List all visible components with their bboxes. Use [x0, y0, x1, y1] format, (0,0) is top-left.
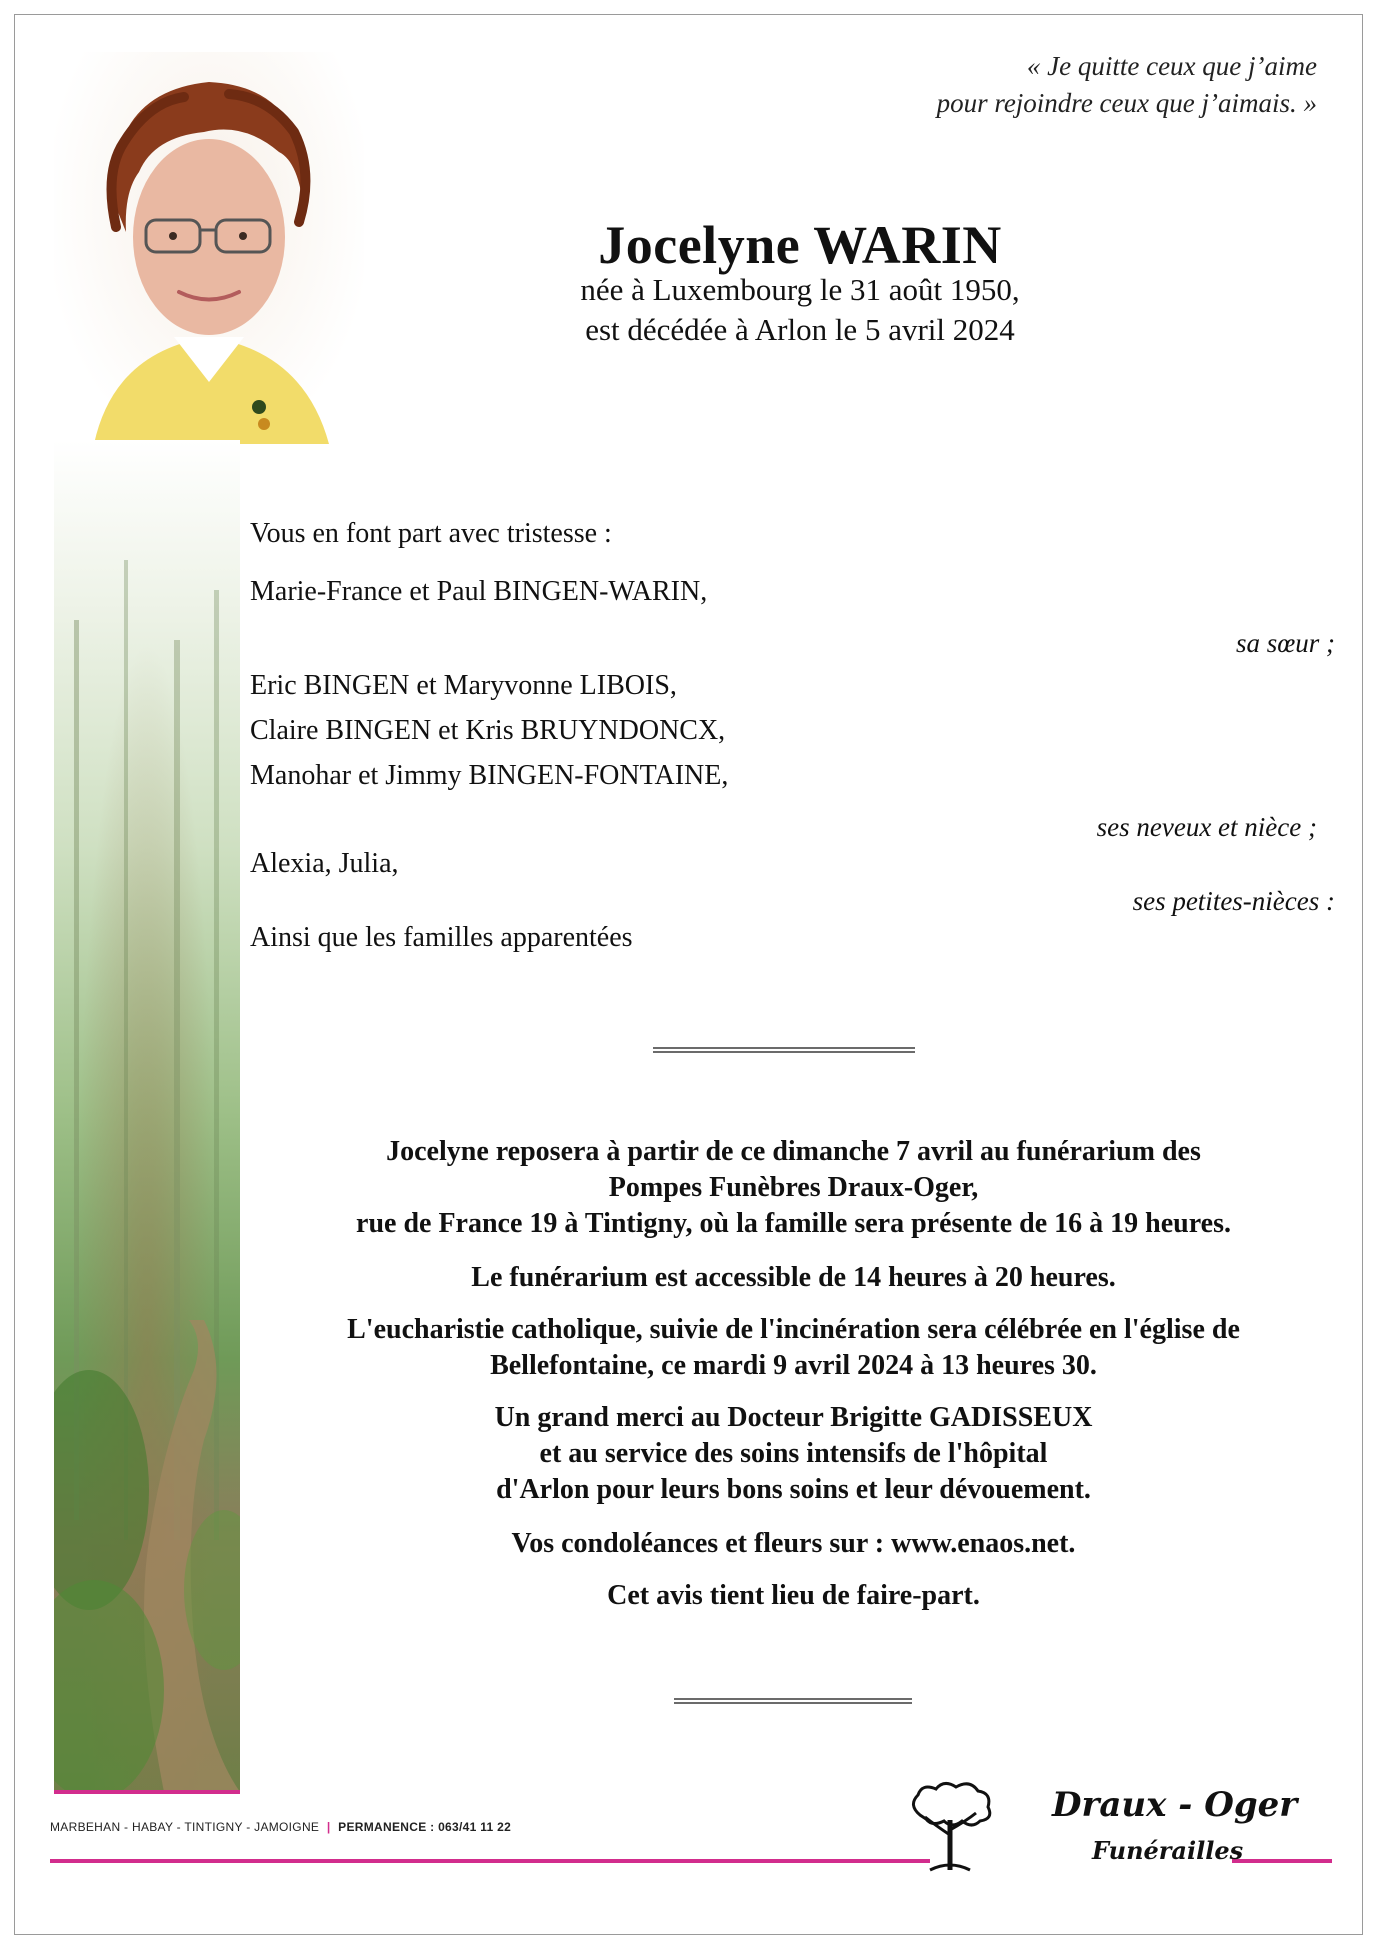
birth-death-dates [500, 270, 1100, 350]
family-grandnieces: Alexia, Julia, [250, 848, 399, 879]
info-visitation-line-1: Jocelyne reposera à partir de ce dimanche 7 avril au funérarium des [386, 1136, 1201, 1167]
info-ceremony [252, 1312, 1335, 1384]
quote-line-1: « Je quitte ceux que j’aime [1026, 51, 1317, 81]
info-thanks [252, 1400, 1335, 1508]
footer-separator: | [326, 1820, 331, 1834]
portrait-photo [54, 52, 364, 444]
footer-permanence: PERMANENCE : 063/41 11 22 [338, 1820, 512, 1834]
relation-nephews: ses neveux et nièce ; [1096, 812, 1317, 842]
family-intro: Vous en font part avec tristesse : [250, 518, 612, 549]
portrait-illustration [54, 52, 364, 444]
info-ceremony-line-1: L'eucharistie catholique, suivie de l'incinération sera célébrée en l'église de [347, 1314, 1240, 1345]
forest-path-image [54, 440, 240, 1792]
relation-sister: sa sœur ; [1235, 628, 1335, 658]
info-thanks-line-1: Un grand merci au Docteur Brigitte GADISSEUX [494, 1402, 1093, 1433]
separator-top [653, 1047, 915, 1053]
brand-name: Draux - Oger [1052, 1785, 1298, 1825]
footer-contact [50, 1820, 511, 1834]
info-ceremony-line-2: Bellefontaine, ce mardi 9 avril 2024 à 13 heures 30. [490, 1350, 1097, 1381]
info-visitation [252, 1134, 1335, 1242]
family-sister: Marie-France et Paul BINGEN-WARIN, [250, 576, 708, 607]
family-closing: Ainsi que les familles apparentées [250, 922, 633, 953]
family-nephew-2: Claire BINGEN et Kris BRUYNDONCX, [250, 715, 726, 746]
brand-subtitle: Funérailles [1092, 1836, 1244, 1865]
info-visitation-line-2: Pompes Funèbres Draux-Oger, [608, 1172, 979, 1203]
info-thanks-line-3: d'Arlon pour leurs bons soins et leur dévouement. [496, 1474, 1091, 1505]
family-nephew-3: Manohar et Jimmy BINGEN-FONTAINE, [250, 760, 729, 791]
deceased-name: Jocelyne WARIN [598, 215, 1002, 275]
info-notice: Cet avis tient lieu de faire-part. [607, 1580, 980, 1611]
footer-locations: MARBEHAN - HABAY - TINTIGNY - JAMOIGNE [50, 1820, 320, 1834]
epitaph-quote [937, 48, 1317, 122]
info-visitation-line-3: rue de France 19 à Tintigny, où la famille sera présente de 16 à 19 heures. [356, 1208, 1231, 1239]
forest-illustration [54, 440, 240, 1792]
info-condolences: Vos condoléances et fleurs sur : www.enaos.net. [511, 1528, 1076, 1559]
death-line: est décédée à Arlon le 5 avril 2024 [585, 312, 1015, 347]
relation-grandnieces: ses petites-nièces : [1132, 886, 1335, 916]
birth-line: née à Luxembourg le 31 août 1950, [580, 272, 1020, 307]
info-thanks-line-2: et au service des soins intensifs de l'hôpital [539, 1438, 1048, 1469]
footer-accent-line [50, 1859, 930, 1863]
separator-bottom [674, 1698, 912, 1704]
info-hours: Le funérarium est accessible de 14 heures à 20 heures. [471, 1262, 1116, 1293]
forest-accent-line [54, 1790, 240, 1794]
quote-line-2: pour rejoindre ceux que j’aimais. » [936, 88, 1317, 118]
tree-logo-icon [900, 1775, 1000, 1875]
family-nephew-1: Eric BINGEN et Maryvonne LIBOIS, [250, 670, 677, 701]
footer-accent-line-right [1232, 1859, 1332, 1863]
